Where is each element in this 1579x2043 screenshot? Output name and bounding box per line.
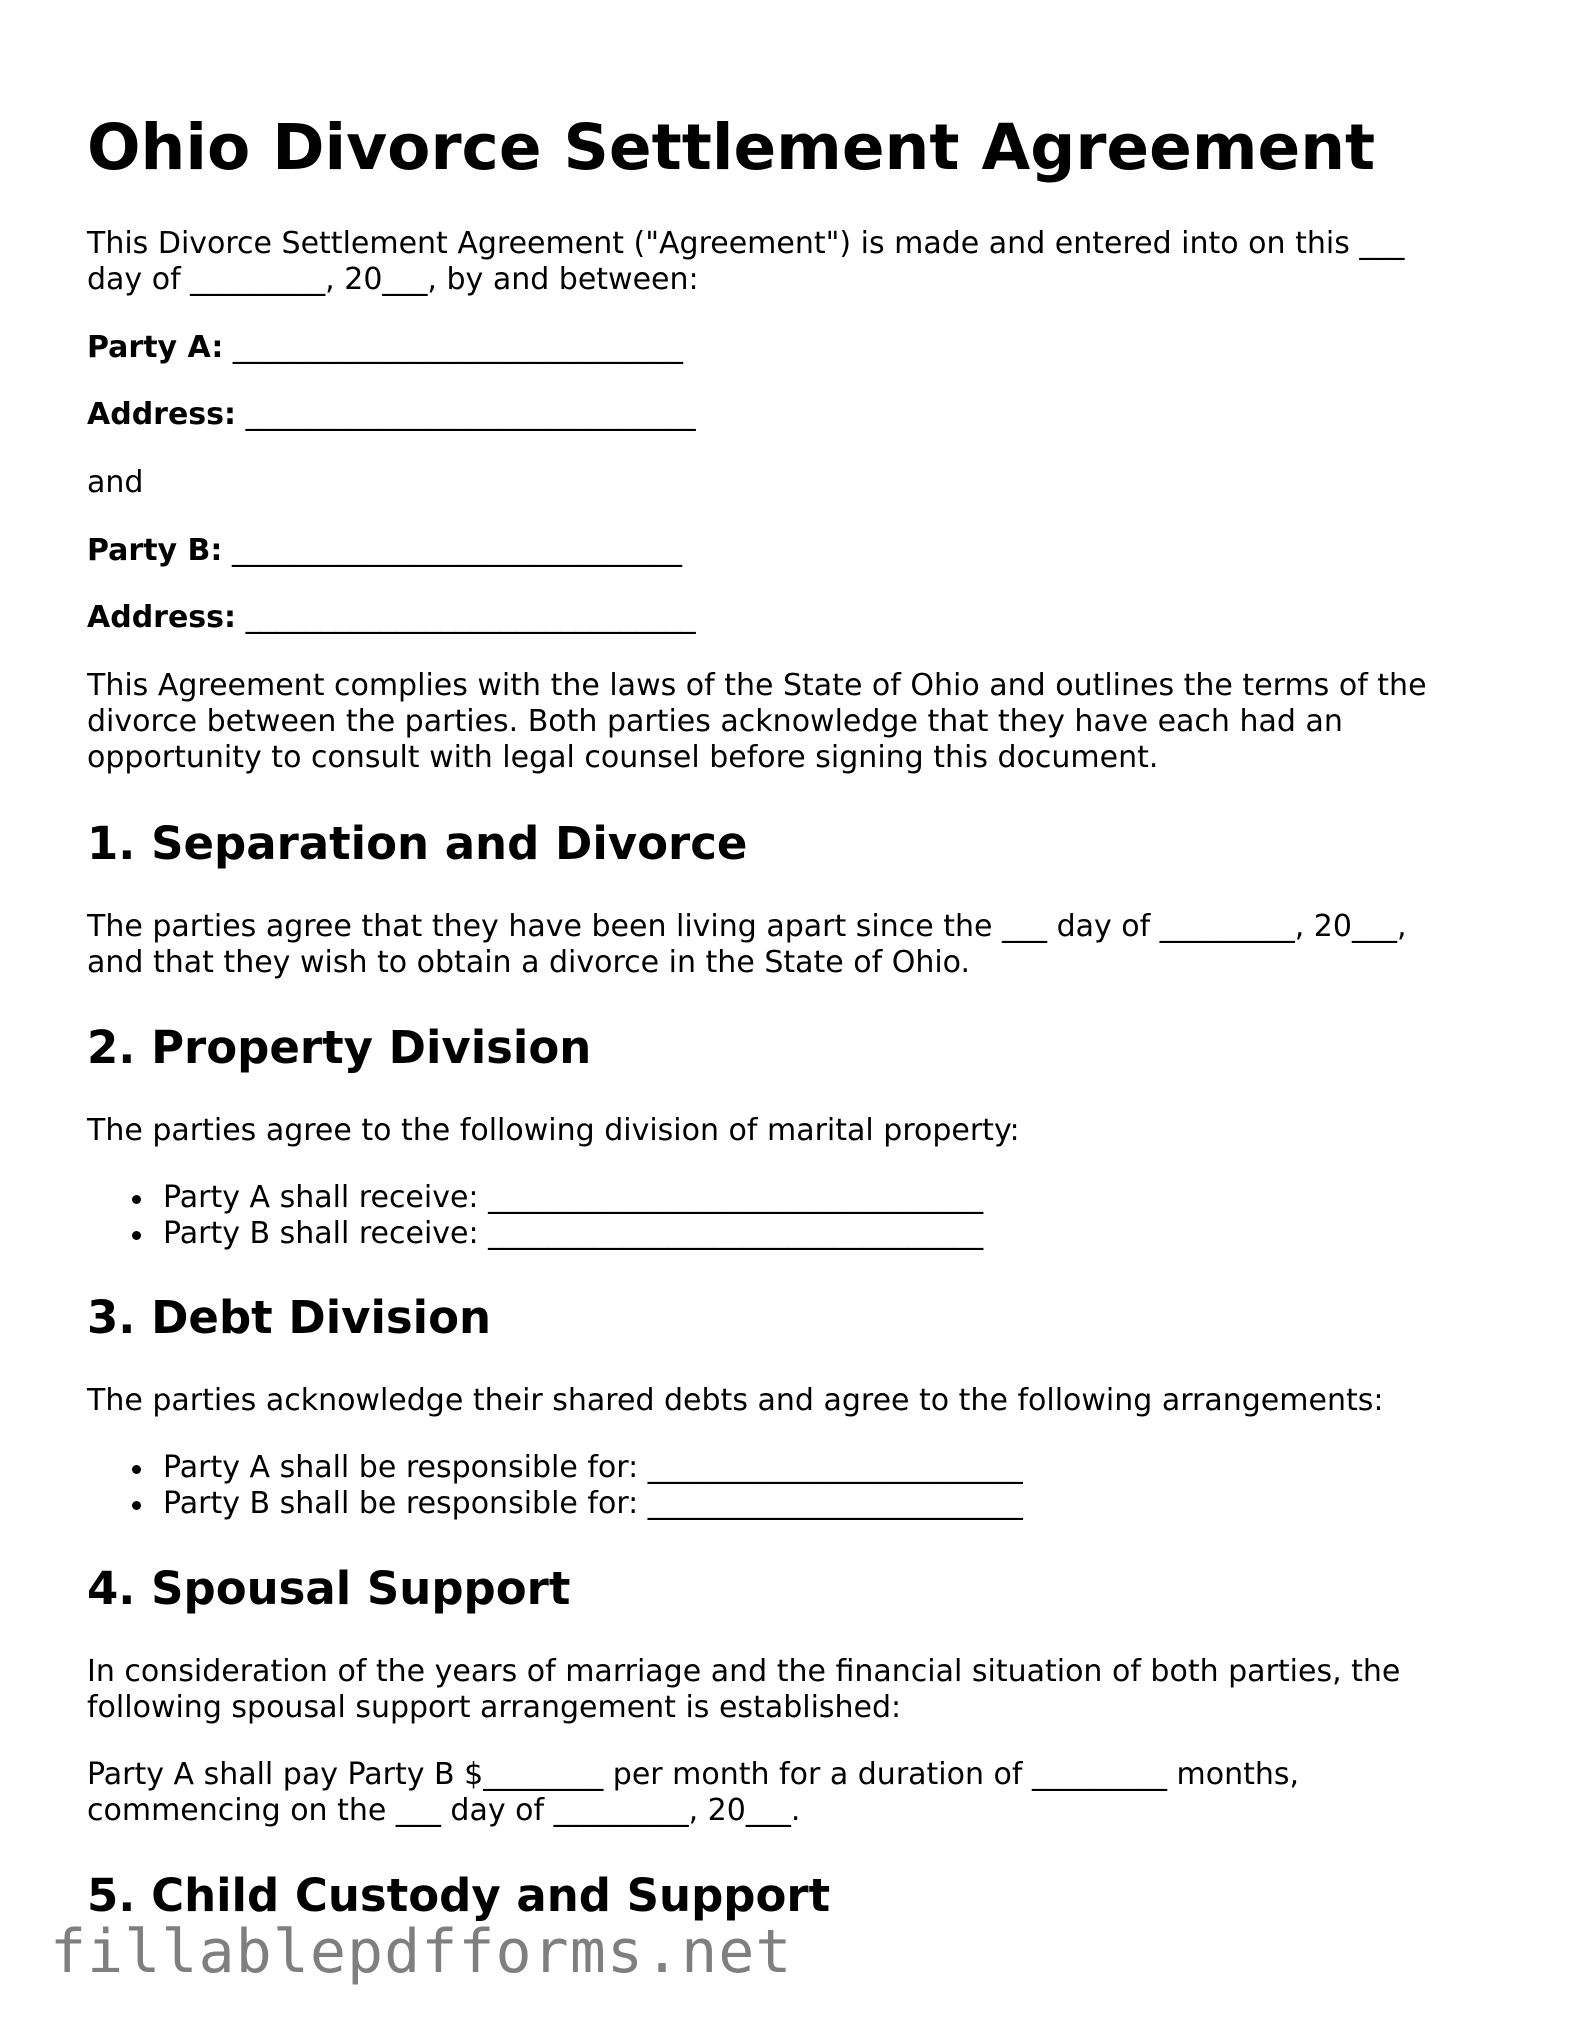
- property-item-b[interactable]: Party B shall receive: _________________________________: [163, 1216, 984, 1251]
- debt-list: [87, 1450, 1023, 1522]
- party-b-field: [87, 533, 682, 569]
- bullet-icon: [132, 1195, 141, 1204]
- section-4-line-3: Party A shall pay Party B $________ per month for a duration of _________ months,: [87, 1757, 1300, 1792]
- watermark: fillablepdfforms.net: [50, 1917, 793, 1987]
- debt-item-a[interactable]: Party A shall be responsible for: _________________________: [163, 1450, 1023, 1485]
- bullet-icon: [132, 1231, 141, 1240]
- section-heading-separation: 1. Separation and Divorce: [87, 817, 748, 870]
- section-1-line-2: and that they wish to obtain a divorce in the State of Ohio.: [87, 945, 971, 980]
- list-item: [87, 1180, 983, 1216]
- bullet-icon: [132, 1465, 141, 1474]
- party-a-blank[interactable]: ______________________________: [232, 330, 683, 365]
- section-1-line-1: The parties agree that they have been living apart since the ___ day of _________, 20___,: [87, 909, 1407, 944]
- section-heading-spousal-support: 4. Spousal Support: [87, 1562, 571, 1615]
- bullet-icon: [132, 1501, 141, 1510]
- property-list: [87, 1180, 983, 1252]
- party-b-blank[interactable]: ______________________________: [231, 533, 682, 568]
- list-item: [87, 1486, 1023, 1522]
- section-2-text: The parties agree to the following division of marital property:: [87, 1113, 1020, 1148]
- compliance-line-3: opportunity to consult with legal counsel before signing this document.: [87, 740, 1159, 775]
- property-item-a[interactable]: Party A shall receive: _________________________________: [163, 1180, 984, 1215]
- section-heading-debt: 3. Debt Division: [87, 1291, 492, 1344]
- section-3-text: The parties acknowledge their shared debts and agree to the following arrangements:: [87, 1383, 1384, 1418]
- compliance-line-2: divorce between the parties. Both parties acknowledge that they have each had an: [87, 704, 1343, 739]
- section-4-line-2: following spousal support arrangement is established:: [87, 1690, 902, 1725]
- address-b-field: [87, 600, 696, 636]
- document-title: Ohio Divorce Settlement Agreement: [87, 111, 1376, 184]
- address-a-blank[interactable]: ______________________________: [245, 397, 696, 432]
- party-a-field: [87, 330, 683, 366]
- compliance-line-1: This Agreement complies with the laws of the State of Ohio and outlines the terms of the: [87, 668, 1427, 703]
- address-b-label: Address:: [87, 600, 237, 635]
- section-heading-property: 2. Property Division: [87, 1021, 592, 1074]
- party-a-label: Party A:: [87, 330, 224, 365]
- section-heading-child-custody: 5. Child Custody and Support: [87, 1869, 831, 1922]
- intro-line-1: This Divorce Settlement Agreement ("Agreement") is made and entered into on this ___: [87, 226, 1405, 261]
- list-item: [87, 1450, 1023, 1486]
- address-b-blank[interactable]: ______________________________: [245, 600, 696, 635]
- address-a-label: Address:: [87, 397, 237, 432]
- list-item: [87, 1216, 983, 1252]
- party-b-label: Party B:: [87, 533, 223, 568]
- address-a-field: [87, 397, 696, 433]
- intro-line-2: day of _________, 20___, by and between:: [87, 262, 699, 297]
- and-text: and: [87, 465, 144, 500]
- section-4-line-4: commencing on the ___ day of _________, 20___.: [87, 1793, 801, 1828]
- section-4-line-1: In consideration of the years of marriage and the financial situation of both parties, the: [87, 1654, 1401, 1689]
- debt-item-b[interactable]: Party B shall be responsible for: _________________________: [163, 1486, 1023, 1521]
